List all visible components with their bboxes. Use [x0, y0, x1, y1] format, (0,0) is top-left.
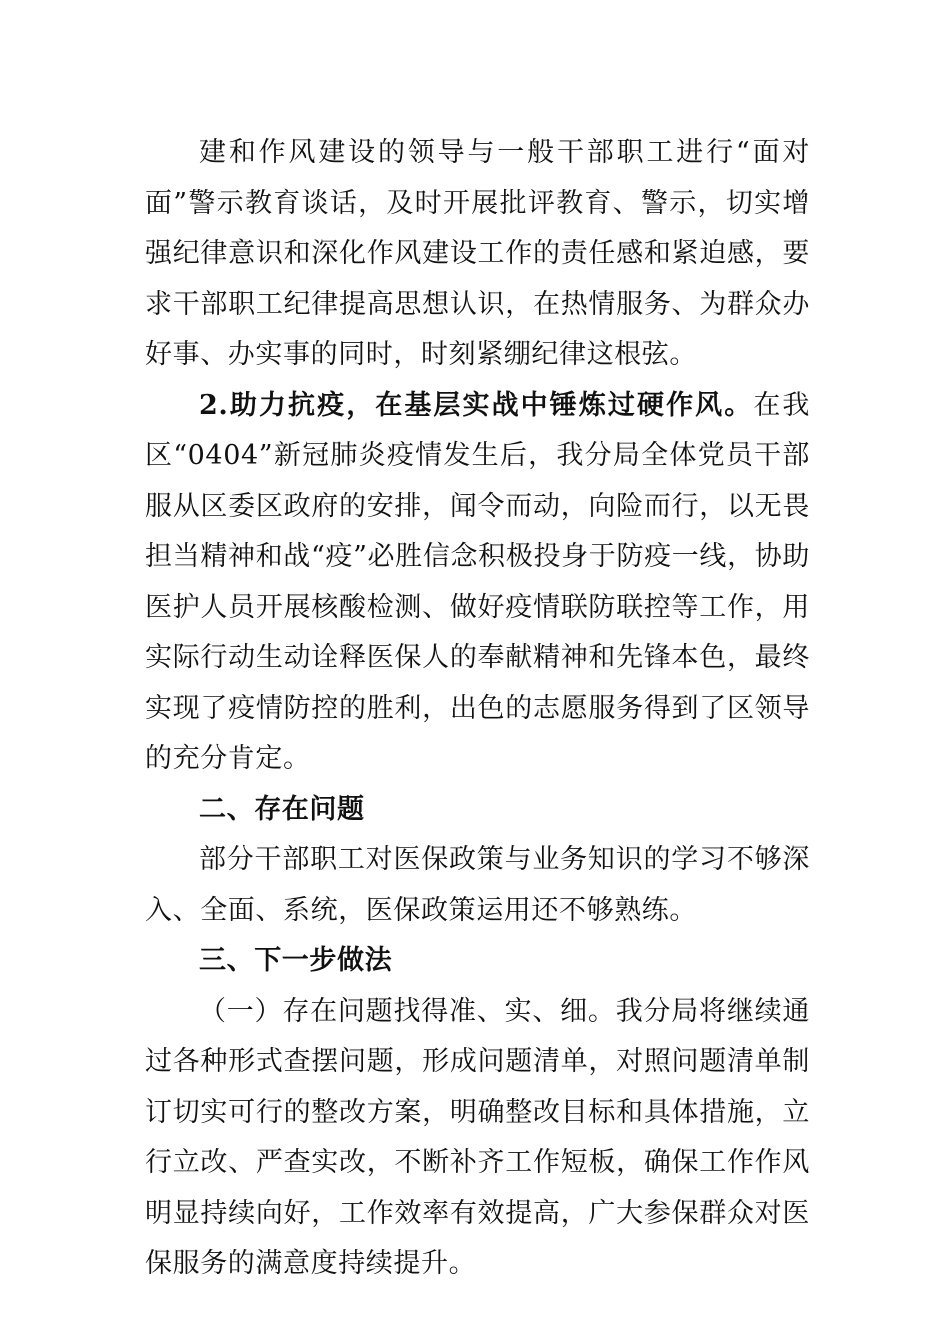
- paragraph-text: 部分干部职工对医保政策与业务知识的学习不够深入、全面、系统，医保政策运用还不够熟练。: [145, 844, 810, 926]
- paragraph-lead-heading: 2.助力抗疫，在基层实战中锤炼过硬作风。: [199, 389, 754, 421]
- section-heading-next-steps: 三、下一步做法: [199, 945, 393, 976]
- paragraph-next-steps-1: [145, 987, 810, 1290]
- paragraph-text: （一）存在问题找得准、实、细。我分局将继续通过各种形式查摆问题，形成问题清单，对照问题清单制订切实可行的整改方案，明确整改目标和具体措施，立行立改、严查实改，不断补齐工作短板，确保工作作风明显持续向好，工作效率有效提高，广大参保群众对医保服务的满意度持续提升。: [145, 995, 810, 1279]
- paragraph-anti-epidemic: [145, 381, 810, 785]
- paragraph-text: 在我区“0404”新冠肺炎疫情发生后，我分局全体党员干部服从区委区政府的安排，闻令而动，向险而行，以无畏担当精神和战“疫”必胜信念积极投身于防疫一线，协助医护人员开展核酸检测、做好疫情联防联控等工作，用实际行动生动诠释医保人的奉献精神和先锋本色，最终实现了疫情防控的胜利，出色的志愿服务得到了区领导的充分肯定。: [145, 389, 811, 774]
- paragraph-problems: [145, 835, 810, 936]
- paragraph-text: 建和作风建设的领导与一般干部职工进行“面对面”警示教育谈话，及时开展批评教育、警示，切实增强纪律意识和深化作风建设工作的责任感和紧迫感，要求干部职工纪律提高思想认识，在热情服务、为群众办好事、办实事的同时，时刻紧绷纪律这根弦。: [145, 137, 810, 370]
- paragraph-discipline-talk: [145, 128, 810, 381]
- document-body: [145, 128, 810, 1290]
- section-heading-problems: 二、存在问题: [199, 793, 365, 825]
